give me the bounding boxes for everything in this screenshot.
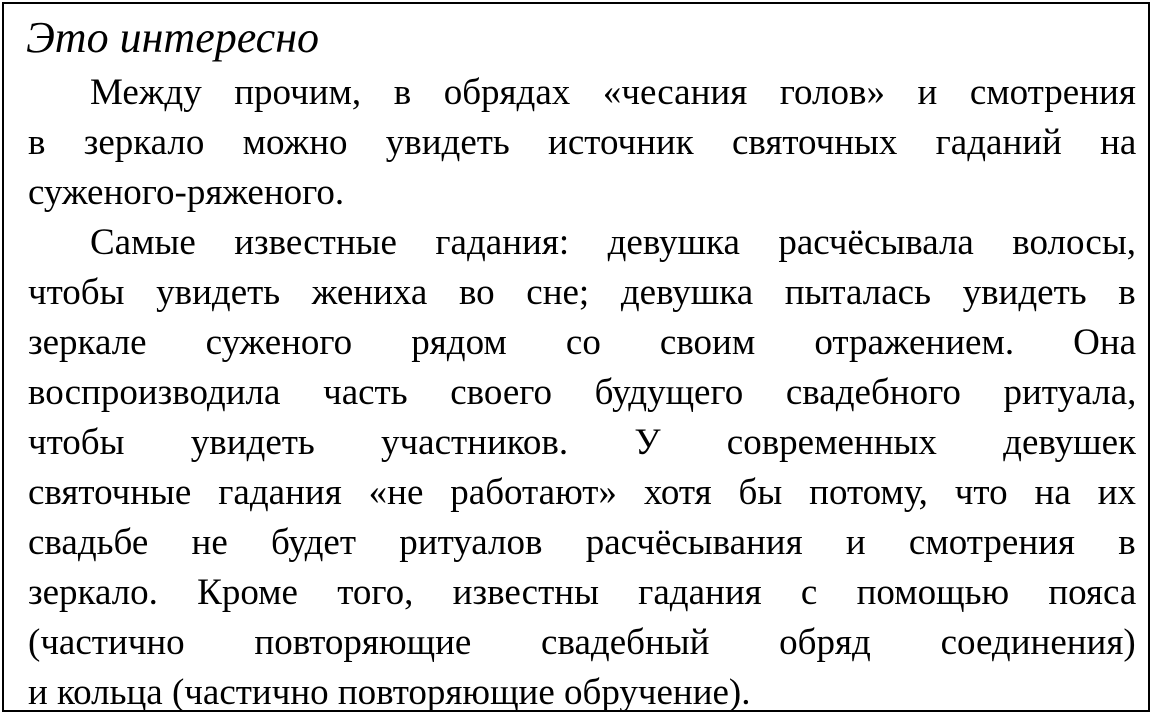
paragraph-2-line-2: чтобы увидеть жениха во сне; девушка пыталась увидеть в [28,272,1136,313]
paragraph-2-line-3: зеркале суженого рядом со своим отражением. Она [28,322,1137,363]
paragraph-1-line-3: суженого-ряженого. [28,172,345,213]
paragraph-1-line-1: Между прочим, в обрядах «чесания голов» и смотрения [90,72,1136,113]
paragraph-2-line-7: свадьбе не будет ритуалов расчёсывания и смотрения в [28,522,1136,563]
paragraph-2-line-10: и кольца (частично повторяющие обручение). [28,672,751,713]
paragraph-2-line-5: чтобы увидеть участников. У современных девушек [28,422,1136,463]
box-title: Это интересно [26,13,320,62]
paragraph-2-line-6: святочные гадания «не работают» хотя бы потому, что на их [28,472,1136,513]
paragraph-2-line-8: зеркало. Кроме того, известны гадания с помощью пояса [28,572,1137,613]
paragraph-1-line-2: в зеркало можно увидеть источник святочных гаданий на [28,122,1137,163]
paragraph-2-line-1: Самые известные гадания: девушка расчёсывала волосы, [90,222,1136,263]
paragraph-2-line-9: (частично повторяющие свадебный обряд соединения) [28,622,1136,663]
paragraph-2-line-4: воспроизводила часть своего будущего свадебного ритуала, [28,372,1137,413]
info-box [2,2,1150,712]
